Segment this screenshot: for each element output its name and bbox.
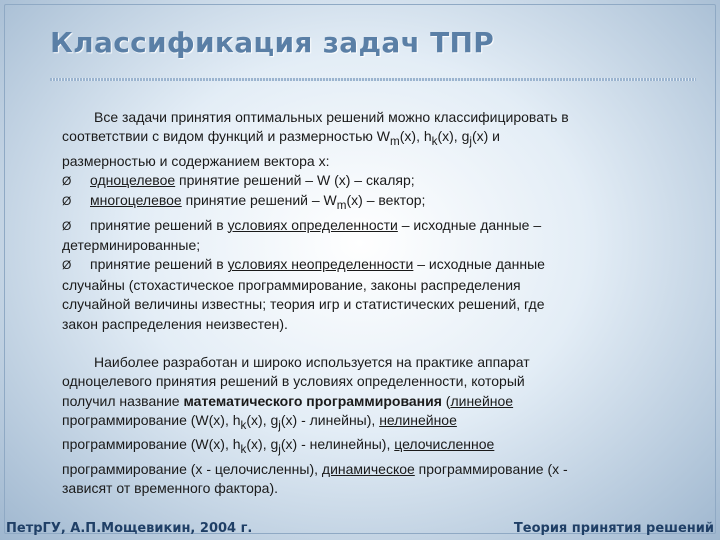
para2-line1: Наиболее разработан и широко используется на практике аппарат	[94, 354, 530, 371]
bullet-item-4: Ø принятие решений в условиях неопределенности – исходные данные	[62, 255, 652, 275]
footer-course-title: Теория принятия решений	[513, 521, 714, 536]
arrow-bullet-icon: Ø	[62, 258, 72, 273]
bullet-item-3: Ø принятие решений в условиях определенности – исходные данные –	[62, 216, 652, 236]
para2-line6: программирование (x - целочисленны), динамическое программирование (x -	[62, 460, 568, 477]
bullet-item-1: Ø одноцелевое принятие решений – W (x) – скаляр;	[62, 171, 652, 191]
title-divider	[50, 78, 696, 81]
para1-line2: соответствии с видом функций и размерностью $W_m(x)$, $h_k(x)$, $g_j(x)$ и	[62, 128, 500, 149]
para2-line7: зависят от временного фактора).	[62, 480, 279, 497]
para2-line2: одноцелевого принятия решений в условиях определенности, который	[62, 373, 525, 390]
para2-line3: получил название математического программирования (линейное	[62, 392, 514, 409]
bullet-item-2: Ø многоцелевое принятие решений – $W_m(x)$ – вектор;	[62, 192, 426, 213]
paragraph-gap	[62, 334, 652, 353]
arrow-bullet-icon: Ø	[62, 218, 72, 233]
para1-line1: Все задачи принятия оптимальных решений можно классифицировать в	[94, 109, 569, 125]
para1-line3: размерностью и содержанием вектора x:	[62, 152, 330, 169]
para2-line4: программирование (W(x), $h_k(x)$, $g_j(x)$ - линейны), нелинейное	[62, 412, 457, 433]
para2-line5: программирование (W(x), $h_k(x)$, $g_j(x)$ - нелинейны), целочисленное	[62, 436, 495, 457]
bullet-item-4-cont3: закон распределения неизвестен).	[62, 315, 288, 332]
arrow-bullet-icon: Ø	[62, 174, 72, 189]
slide-body	[62, 108, 652, 499]
bullet-item-3-cont: детерминированные;	[62, 237, 201, 254]
footer-author: ПетрГУ, А.П.Мощевикин, 2004 г.	[6, 521, 253, 536]
slide-title: Классификация задач ТПР	[50, 26, 495, 59]
arrow-bullet-icon: Ø	[62, 194, 72, 209]
bullet-item-4-cont1: случайны (стохастическое программирование, законы распределения	[62, 276, 521, 293]
bullet-item-4-cont2: случайной величины известны; теория игр и статистических решений, где	[62, 296, 545, 313]
